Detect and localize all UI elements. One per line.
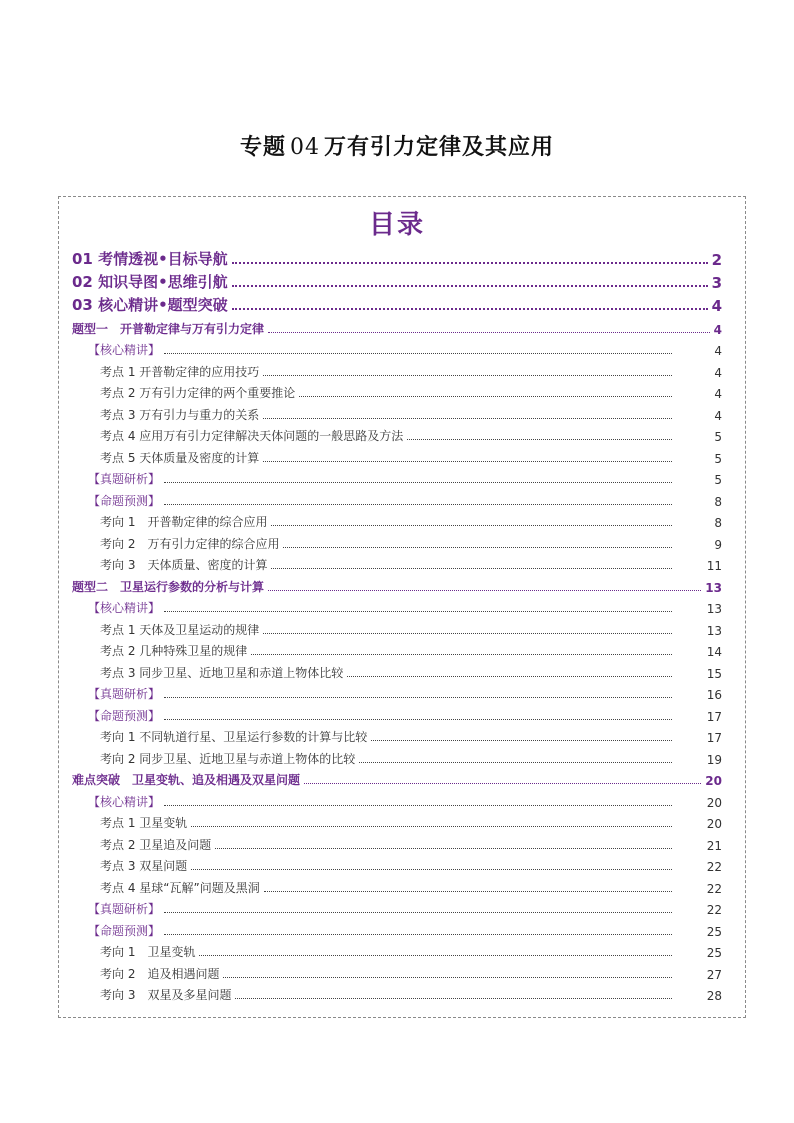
toc-entry-label: 02 知识导图•思维引航 [72,273,228,291]
toc-entry-page: 3 [711,274,722,292]
toc-entry-page: 19 [706,752,722,767]
dot-leader [164,805,672,806]
title-prefix: 专题 [239,135,286,160]
toc-entry[interactable] [72,466,722,488]
dot-leader [299,396,672,397]
toc-entry[interactable] [72,573,722,595]
toc-entry-label: 【命题预测】 [88,708,161,723]
toc-entry-page: 4 [711,297,722,315]
toc-entry-page: 5 [714,451,722,466]
toc-entry-label: 难点突破 卫星变轨、追及相遇及双星问题 [72,773,301,787]
toc-entry-page: 5 [714,430,722,444]
toc-entry[interactable] [72,358,722,380]
dot-leader [223,977,672,978]
dot-leader [263,461,672,462]
toc-entry[interactable] [72,616,722,638]
dot-leader [263,633,672,634]
toc-entry-page: 4 [714,408,722,423]
toc-entry-label: 考向 1 开普勒定律的综合应用 [100,515,268,529]
toc-entry-page: 13 [705,580,722,595]
dot-leader [164,611,672,612]
toc-entry-page: 21 [706,838,722,853]
dot-leader [164,353,672,354]
toc-entry-page: 22 [706,903,722,917]
toc-entry-label: 考向 3 双星及多星问题 [100,988,232,1002]
toc-entry-label: 考点 3 万有引力与重力的关系 [100,407,260,422]
dot-leader [251,654,672,655]
toc-entry[interactable] [72,745,722,767]
toc-entry[interactable] [72,292,722,315]
toc-entry[interactable] [72,552,722,574]
toc-entry[interactable] [72,401,722,423]
toc-entry[interactable] [72,638,722,660]
toc-entry-label: 【核心精讲】 [88,794,161,809]
toc-entry[interactable] [72,702,722,724]
toc-entry[interactable] [72,788,722,810]
toc-entry[interactable] [72,530,722,552]
dot-leader [263,418,672,419]
dot-leader [263,375,672,376]
toc-entry-page: 13 [706,623,722,638]
toc-entry[interactable] [72,659,722,681]
toc-entry-label: 【真题研析】 [88,902,161,916]
toc-entry-page: 20 [705,774,722,788]
toc-entry-page: 27 [706,967,722,982]
toc-entry[interactable] [72,767,722,789]
dot-leader [191,826,672,827]
toc-entry-label: 考向 1 卫星变轨 [100,945,196,959]
toc-entry-page: 11 [706,559,722,573]
dot-leader [304,783,701,784]
dot-leader [232,308,708,310]
toc-entry-label: 考向 2 同步卫星、近地卫星与赤道上物体的比较 [100,751,356,766]
toc-entry-page: 20 [706,795,722,810]
dot-leader [191,869,672,870]
toc-entry-label: 考点 2 卫星追及问题 [100,837,212,852]
toc-entry[interactable] [72,853,722,875]
toc-entry[interactable] [72,337,722,359]
toc-entry[interactable] [72,681,722,703]
toc-entry[interactable] [72,487,722,509]
toc-entry-page: 20 [706,817,722,831]
toc-entry-page: 5 [714,473,722,487]
toc-entry-page: 4 [714,387,722,401]
toc-entry-label: 考点 4 星球“瓦解”问题及黑洞 [100,880,260,895]
toc-entry-page: 8 [714,516,722,530]
toc-entry-label: 考点 3 双星问题 [100,859,188,873]
dot-leader [164,934,672,935]
dot-leader [164,719,672,720]
document-title [0,130,794,161]
toc-entry[interactable] [72,831,722,853]
dot-leader [232,262,708,264]
toc-entry-label: 考点 1 开普勒定律的应用技巧 [100,364,260,379]
toc-entry-label: 【真题研析】 [88,472,161,486]
toc-entry-page: 14 [706,645,722,659]
toc-entry[interactable] [72,315,722,337]
toc-entry-page: 15 [706,666,722,681]
toc-entry-page: 22 [706,881,722,896]
dot-leader [271,568,672,569]
toc-entry[interactable] [72,810,722,832]
toc-entry[interactable] [72,874,722,896]
toc-entry-label: 题型二 卫星运行参数的分析与计算 [72,579,265,594]
title-number: 04 [290,135,320,160]
toc-entry-page: 4 [713,322,722,337]
dot-leader [264,891,672,892]
toc-entry-label: 考点 2 几种特殊卫星的规律 [100,644,248,658]
dot-leader [235,998,672,999]
dot-leader [164,504,672,505]
dot-leader [347,676,672,677]
dot-leader [268,590,701,591]
toc-entry-label: 【核心精讲】 [88,601,161,615]
toc-entry-label: 考点 5 天体质量及密度的计算 [100,450,260,465]
dot-leader [215,848,672,849]
toc-entry-label: 03 核心精讲•题型突破 [72,296,228,314]
toc-entry-label: 考向 2 万有引力定律的综合应用 [100,536,280,551]
toc-entry-label: 【命题预测】 [88,923,161,938]
dot-leader [371,740,672,741]
dot-leader [359,762,672,763]
toc-entry-page: 4 [714,365,722,380]
toc-entry[interactable] [72,444,722,466]
table-of-contents [72,246,722,1003]
toc-entry-label: 【核心精讲】 [88,343,161,357]
toc-entry[interactable] [72,960,722,982]
toc-entry-label: 考向 2 追及相遇问题 [100,966,220,981]
toc-entry-page: 25 [706,946,722,960]
dot-leader [232,285,708,287]
dot-leader [268,332,710,333]
toc-entry-page: 9 [714,537,722,552]
title-text: 万有引力定律及其应用 [324,135,555,160]
toc-entry[interactable] [72,982,722,1004]
toc-entry-label: 题型一 开普勒定律与万有引力定律 [72,321,265,336]
toc-entry-page: 4 [714,344,722,358]
toc-entry[interactable] [72,896,722,918]
toc-entry-page: 8 [714,494,722,509]
dot-leader [407,439,672,440]
dot-leader [164,482,672,483]
toc-entry[interactable] [72,423,722,445]
toc-entry-label: 【真题研析】 [88,687,161,701]
toc-entry-page: 2 [711,251,722,269]
toc-entry-page: 25 [706,924,722,939]
toc-entry-page: 16 [706,688,722,702]
toc-entry[interactable] [72,595,722,617]
toc-entry[interactable] [72,509,722,531]
toc-entry-label: 考向 3 天体质量、密度的计算 [100,558,268,572]
toc-entry-page: 17 [706,709,722,724]
toc-entry[interactable] [72,939,722,961]
toc-entry-label: 考点 1 卫星变轨 [100,816,188,830]
dot-leader [199,955,672,956]
toc-entry[interactable] [72,246,722,269]
dot-leader [164,912,672,913]
toc-entry-label: 考点 4 应用万有引力定律解决天体问题的一般思路及方法 [100,429,404,443]
toc-entry-label: 考点 2 万有引力定律的两个重要推论 [100,386,296,400]
toc-entry[interactable] [72,917,722,939]
toc-entry-page: 13 [706,602,722,616]
toc-entry-label: 考点 3 同步卫星、近地卫星和赤道上物体比较 [100,665,344,680]
toc-entry-page: 17 [706,731,722,745]
toc-entry[interactable] [72,380,722,402]
dot-leader [283,547,672,548]
dot-leader [164,697,672,698]
dot-leader [271,525,672,526]
toc-entry-label: 考向 1 不同轨道行星、卫星运行参数的计算与比较 [100,730,368,744]
toc-entry[interactable] [72,269,722,292]
toc-entry-page: 22 [706,860,722,874]
toc-entry-page: 28 [706,989,722,1003]
toc-entry-label: 01 考情透视•目标导航 [72,250,228,268]
toc-entry-label: 【命题预测】 [88,493,161,508]
toc-entry-label: 考点 1 天体及卫星运动的规律 [100,622,260,637]
toc-heading: 目录 [368,210,425,240]
toc-entry[interactable] [72,724,722,746]
